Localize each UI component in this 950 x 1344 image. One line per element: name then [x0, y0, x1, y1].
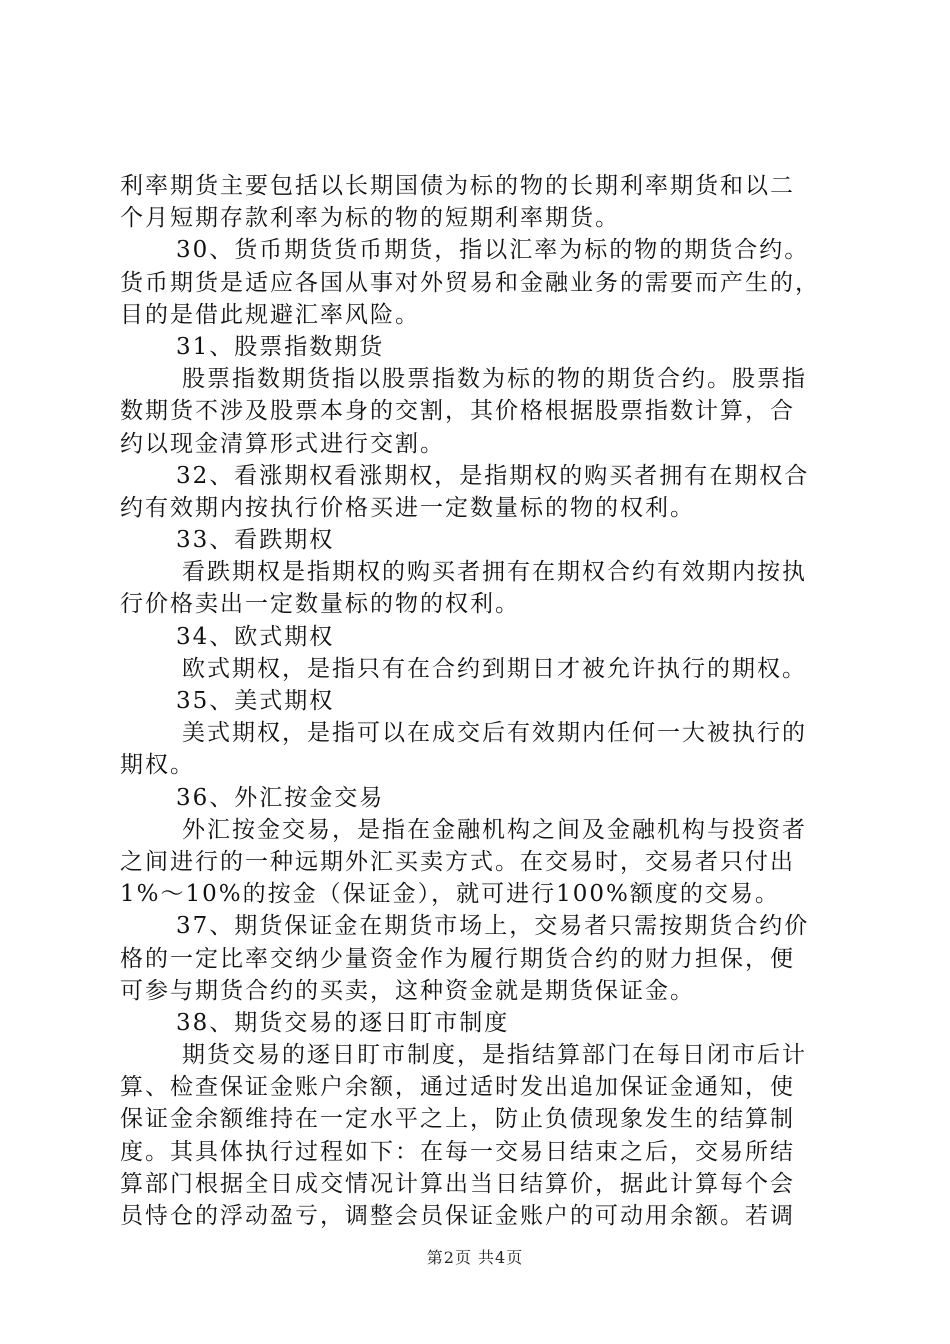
text-line: 34、欧式期权 — [176, 623, 335, 650]
text-line: 美式期权，是指可以在成交后有效期内任何一大被执行的 — [182, 720, 807, 747]
text-line: 个月短期存款利率为标的物的短期利率期货。 — [120, 205, 620, 232]
text-line: 算、检查保证金账户余额，通过适时发出追加保证金通知，使 — [120, 1074, 795, 1101]
text-line: 30、货币期货货币期货，指以汇率为标的物的期货合约。 — [176, 237, 810, 264]
text-line: 37、期货保证金在期货市场上，交易者只需按期货合约价 — [176, 913, 810, 940]
text-line: 35、美式期权 — [176, 688, 335, 714]
text-line: 之间进行的一种远期外汇买卖方式。在交易时，交易者只付出 — [120, 848, 795, 875]
document-body — [120, 170, 835, 1232]
text-line: 36、外汇按金交易 — [176, 784, 385, 811]
text-line: 行价格卖出一定数量标的物的权利。 — [120, 591, 520, 618]
text-line: 看跌期权是指期权的购买者拥有在期权合约有效期内按执 — [182, 559, 807, 586]
text-line: 度。其具体执行过程如下：在每一交易日结束之后，交易所结 — [120, 1138, 795, 1165]
text-line: 约以现金清算形式进行交割。 — [120, 430, 445, 457]
text-line: 1%～10%的按金（保证金），就可进行100%额度的交易。 — [120, 881, 780, 908]
text-line: 32、看涨期权看涨期权，是指期权的购买者拥有在期权合 — [176, 462, 810, 489]
text-line: 可参与期货合约的买卖，这种资金就是期货保证金。 — [120, 977, 695, 1004]
text-line: 31、股票指数期货 — [176, 333, 385, 360]
text-line: 38、期货交易的逐日盯市制度 — [176, 1009, 510, 1036]
text-line: 约有效期内按执行价格买进一定数量标的物的权利。 — [120, 494, 695, 521]
page-footer: 第2页 共4页 — [426, 1248, 524, 1267]
text-line: 期货交易的逐日盯市制度，是指结算部门在每日闭市后计 — [182, 1042, 807, 1069]
text-line: 目的是借此规避汇率风险。 — [120, 301, 420, 328]
text-line: 欧式期权，是指只有在合约到期日才被允许执行的期权。 — [182, 655, 807, 682]
text-line: 员恃仓的浮动盈亏，调整会员保证金账户的可动用余额。若调 — [120, 1203, 795, 1229]
text-line: 利率期货主要包括以长期国债为标的物的长期利率期货和以二 — [120, 173, 795, 199]
text-line: 期权。 — [120, 752, 195, 779]
text-line: 股票指数期货指以股票指数为标的物的期货合约。股票指 — [182, 366, 807, 393]
text-line: 数期货不涉及股票本身的交割，其价格根据股票指数计算，合 — [120, 398, 795, 425]
text-line: 33、看跌期权 — [176, 527, 335, 554]
text-line: 外汇按金交易，是指在金融机构之间及金融机构与投资者 — [182, 816, 807, 843]
text-line: 货币期货是适应各国从事对外贸易和金融业务的需要而产生的， — [120, 269, 820, 296]
text-line: 保证金余额维持在一定水平之上，防止负债现象发生的结算制 — [120, 1106, 795, 1133]
text-line: 算部门根据全日成交情况计算出当日结算价，据此计算每个会 — [120, 1170, 795, 1197]
text-line: 格的一定比率交纳少量资金作为履行期货合约的财力担保，便 — [120, 945, 795, 972]
